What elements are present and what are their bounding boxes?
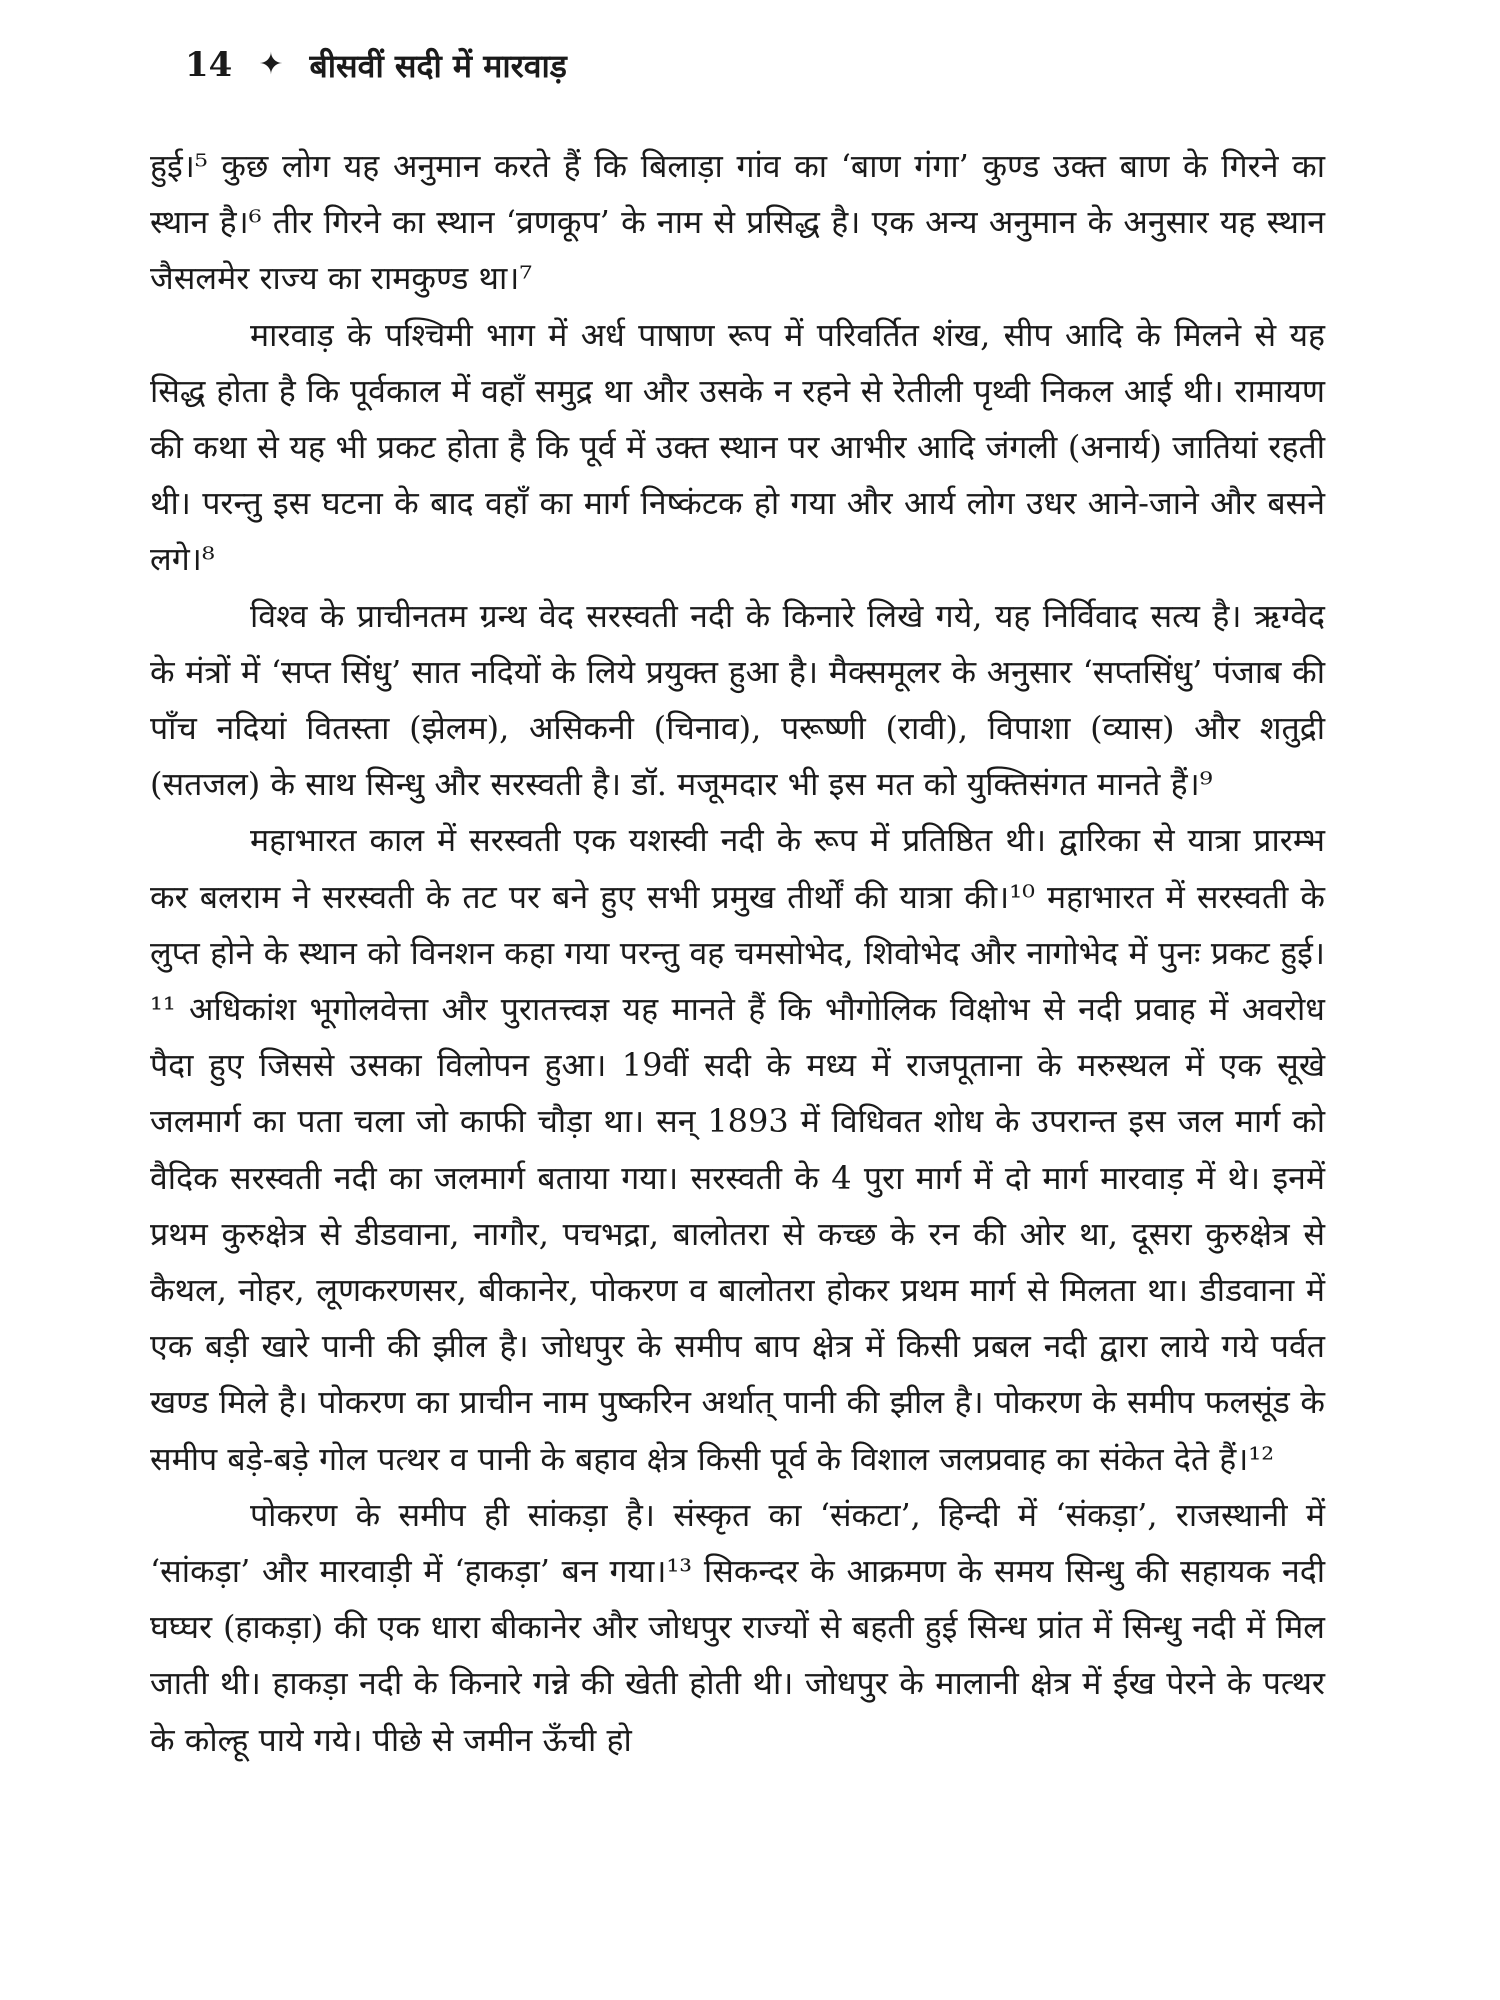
- diamond-ornament-icon: ✦: [258, 47, 284, 82]
- page-number: 14: [185, 45, 233, 85]
- paragraph-vedas-saraswati: विश्व के प्राचीनतम ग्रन्थ वेद सरस्वती नदी के किनारे लिखे गये, यह निर्विवाद सत्य है। ऋग्वेद के मंत्रों में ‘सप्त सिंधु’ सात नदियों के लिये प्रयुक्त हुआ है। मैक्समूलर के अनुसार ‘सप्तसिंधु’ पंजाब की पाँच नदियां वितस्ता (झेलम), असिकनी (चिनाव), परूष्णी (रावी), विपाशा (व्यास) और शतुद्री (सतजल) के साथ सिन्धु और सरस्वती है। डॉ. मजूमदार भी इस मत को युक्तिसंगत मानते हैं।⁹: [150, 596, 1325, 804]
- paragraph-marwar-west: मारवाड़ के पश्चिमी भाग में अर्ध पाषाण रूप में परिवर्तित शंख, सीप आदि के मिलने से यह सिद्ध होता है कि पूर्वकाल में वहाँ समुद्र था और उसके न रहने से रेतीली पृथ्वी निकल आई थी। रामायण की कथा से यह भी प्रकट होता है कि पूर्व में उक्त स्थान पर आभीर आदि जंगली (अनार्य) जातियां रहती थी। परन्तु इस घटना के बाद वहाँ का मार्ग निष्कंटक हो गया और आर्य लोग उधर आने-जाने और बसने लगे।⁸: [150, 315, 1325, 579]
- paragraph-mahabharat-saraswati: महाभारत काल में सरस्वती एक यशस्वी नदी के रूप में प्रतिष्ठित थी। द्वारिका से यात्रा प्रारम्भ कर बलराम ने सरस्वती के तट पर बने हुए सभी प्रमुख तीर्थों की यात्रा की।¹⁰ महाभारत में सरस्वती के लुप्त होने के स्थान को विनशन कहा गया परन्तु वह चमसोभेद, शिवोभेद और नागोभेद में पुनः प्रकट हुई।¹¹ अधिकांश भूगोलवेत्ता और पुरातत्त्वज्ञ यह मानते हैं कि भौगोलिक विक्षोभ से नदी प्रवाह में अवरोध पैदा हुए जिससे उसका विलोपन हुआ। 19वीं सदी के मध्य में राजपूताना के मरुस्थल में एक सूखे जलमार्ग का पता चला जो काफी चौड़ा था। सन् 1893 में विधिवत शोध के उपरान्त इस जल मार्ग को वैदिक सरस्वती नदी का जलमार्ग बताया गया। सरस्वती के 4 पुरा मार्ग में दो मार्ग मारवाड़ में थे। इनमें प्रथम कुरुक्षेत्र से डीडवाना, नागौर, पचभद्रा, बालोतरा से कच्छ के रन की ओर था, दूसरा कुरुक्षेत्र से कैथल, नोहर, लूणकरणसर, बीकानेर, पोकरण व बालोतरा होकर प्रथम मार्ग से मिलता था। डीडवाना में एक बड़ी खारे पानी की झील है। जोधपुर के समीप बाप क्षेत्र में किसी प्रबल नदी द्वारा लाये गये पर्वत खण्ड मिले है। पोकरण का प्राचीन नाम पुष्करिन अर्थात् पानी की झील है। पोकरण के समीप फलसूंड के समीप बड़े-बड़े गोल पत्थर व पानी के बहाव क्षेत्र किसी पूर्व के विशाल जलप्रवाह का संकेत देते हैं।¹²: [150, 821, 1325, 1478]
- paragraph-pokaran-sankada: पोकरण के समीप ही सांकड़ा है। संस्कृत का ‘संकटा’, हिन्दी में ‘संकड़ा’, राजस्थानी में ‘सांकड़ा’ और मारवाड़ी में ‘हाकड़ा’ बन गया।¹³ सिकन्दर के आक्रमण के समय सिन्धु की सहायक नदी घघ्घर (हाकड़ा) की एक धारा बीकानेर और जोधपुर राज्यों से बहती हुई सिन्ध प्रांत में सिन्धु नदी में मिल जाती थी। हाकड़ा नदी के किनारे गन्ने की खेती होती थी। जोधपुर के मालानी क्षेत्र में ईख पेरने के पत्थर के कोल्हू पाये गये। पीछे से जमीन ऊँची हो: [150, 1495, 1325, 1759]
- body-text: [150, 138, 1325, 1768]
- running-header: [185, 40, 567, 90]
- running-title: बीसवीं सदी में मारवाड़: [309, 46, 567, 85]
- paragraph-continuation: हुई।⁵ कुछ लोग यह अनुमान करते हैं कि बिलाड़ा गांव का ‘बाण गंगा’ कुण्ड उक्त बाण के गिरने का स्थान है।⁶ तीर गिरने का स्थान ‘व्रणकूप’ के नाम से प्रसिद्ध है। एक अन्य अनुमान के अनुसार यह स्थान जैसलमेर राज्य का रामकुण्ड था।⁷: [150, 147, 1325, 298]
